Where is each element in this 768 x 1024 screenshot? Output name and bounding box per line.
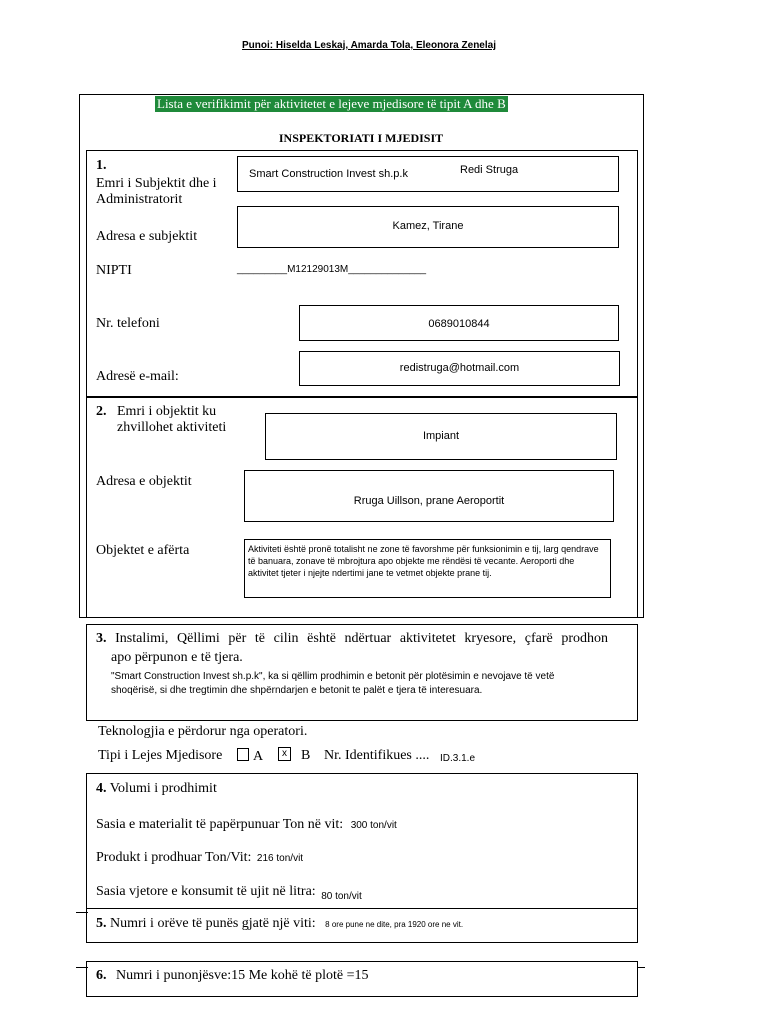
section-6-rule-right [637, 967, 645, 968]
product-value: 216 ton/vit [256, 853, 304, 864]
section-6-row [96, 968, 368, 984]
authors-line: Punoi: Hiselda Leskaj, Amarda Tola, Eleonora Zenelaj [242, 40, 496, 51]
object-address-label: Adresa e objektit [96, 474, 192, 489]
phone-value: 0689010844 [428, 318, 490, 330]
checkbox-b-mark: x [282, 748, 287, 759]
option-b-label: B [301, 748, 311, 763]
water-value: 80 ton/vit [321, 891, 362, 902]
section-5-rule-left [76, 912, 88, 913]
subject-label: Emri i Subjektit dhe i Administratorit [96, 176, 217, 207]
permit-label: Tipi i Lejes Mjedisore [98, 748, 223, 763]
section-3-heading-line1: Instalimi, Qëllimi për të cilin është ndërtuar aktivitetet kryesore, çfarë prodhon [115, 631, 608, 646]
phone-field[interactable] [299, 305, 619, 341]
section-3-description: "Smart Construction Invest sh.p.k", ka si qëllim prodhimin e betonit për plotësimin e nevojave të vetë shoqërisë, si dhe tregtimin dhe shpërndarjen e betonit te palët e tjera të interesuara. [111, 671, 555, 696]
phone-label: Nr. telefoni [96, 316, 160, 331]
option-a-label: A [253, 749, 264, 764]
section-3-heading [96, 631, 608, 647]
section-2-number: 2. [96, 404, 107, 419]
id-label: Nr. Identifikues .... [324, 748, 430, 763]
product-label: Produkt i prodhuar Ton/Vit: [96, 850, 252, 865]
section-1-number: 1. [96, 158, 107, 173]
address-label: Adresa e subjektit [96, 229, 198, 244]
section-3-heading-line2: apo përpunon e të tjera. [111, 650, 243, 665]
administrator-name: Redi Struga [460, 164, 519, 176]
section-5-number: 5. [96, 916, 107, 931]
section-5-label: Numri i orëve të punës gjatë një viti: [110, 916, 316, 931]
section-6-number: 6. [96, 968, 107, 983]
nipt-label: NIPTI [96, 263, 132, 278]
section-3-number: 3. [96, 631, 107, 646]
object-name: Impiant [422, 430, 460, 442]
section-5-value: 8 ore pune ne dite, pra 1920 ore ne vit. [325, 920, 464, 929]
nearby-text: Aktiviteti është pronë totalisht ne zone të favorshme për funksionimin e tij, larg qendrave të banuara, zonave të mbrojtura apo objekte me rëndësi të vecante. Aeroporti dhe aktivitet tjeter i njejte ndertimi jane te vetmet objekte prane tij. [248, 544, 599, 578]
nipt-value-line [237, 264, 426, 275]
raw-material-value: 300 ton/vit [350, 820, 397, 831]
product-row [96, 850, 303, 867]
section-4-title: Volumi i prodhimit [109, 781, 217, 796]
water-row [96, 884, 362, 901]
id-value: ID.3.1.e [440, 753, 476, 764]
address-field[interactable] [237, 206, 619, 248]
address-value: Kamez, Tirane [392, 220, 464, 232]
section-4-number: 4. [96, 781, 107, 796]
section-5-row [96, 916, 463, 933]
email-field[interactable] [299, 351, 620, 386]
object-address: Rruga Uillson, prane Aeroportit [353, 495, 505, 507]
form-subtitle: INSPEKTORIATI I MJEDISIT [278, 131, 444, 145]
nipt-trail: ______________ [348, 264, 427, 275]
checkbox-a[interactable] [237, 748, 249, 761]
section-4-heading [96, 781, 217, 797]
nearby-label: Objektet e afërta [96, 543, 190, 558]
section-6-label: Numri i punonjësve:15 Me kohë të plotë =15 [116, 968, 369, 983]
object-field[interactable] [265, 413, 617, 460]
raw-material-row [96, 817, 397, 834]
email-label: Adresë e-mail: [96, 369, 179, 384]
water-label: Sasia vjetore e konsumit të ujit në litra: [96, 884, 316, 899]
technology-label: Teknologjia e përdorur nga operatori. [98, 724, 308, 739]
permit-row [98, 748, 222, 764]
subject-field[interactable] [237, 156, 619, 192]
nipt-value: M12129013M [287, 264, 349, 275]
object-label: Emri i objektit ku zhvillohet aktiviteti [117, 404, 227, 435]
object-address-field[interactable] [244, 470, 614, 522]
raw-material-label: Sasia e materialit të papërpunuar Ton në vit: [96, 817, 344, 832]
email-value: redistruga@hotmail.com [399, 362, 520, 374]
nipt-lead: _________ [237, 264, 288, 275]
subject-name: Smart Construction Invest sh.p.k [249, 168, 408, 180]
checkbox-b[interactable] [278, 747, 291, 761]
form-title: Lista e verifikimit për aktivitetet e lejeve mjedisore të tipit A dhe B [157, 96, 506, 111]
section-6-rule-left [76, 967, 88, 968]
nearby-field[interactable] [244, 539, 611, 598]
